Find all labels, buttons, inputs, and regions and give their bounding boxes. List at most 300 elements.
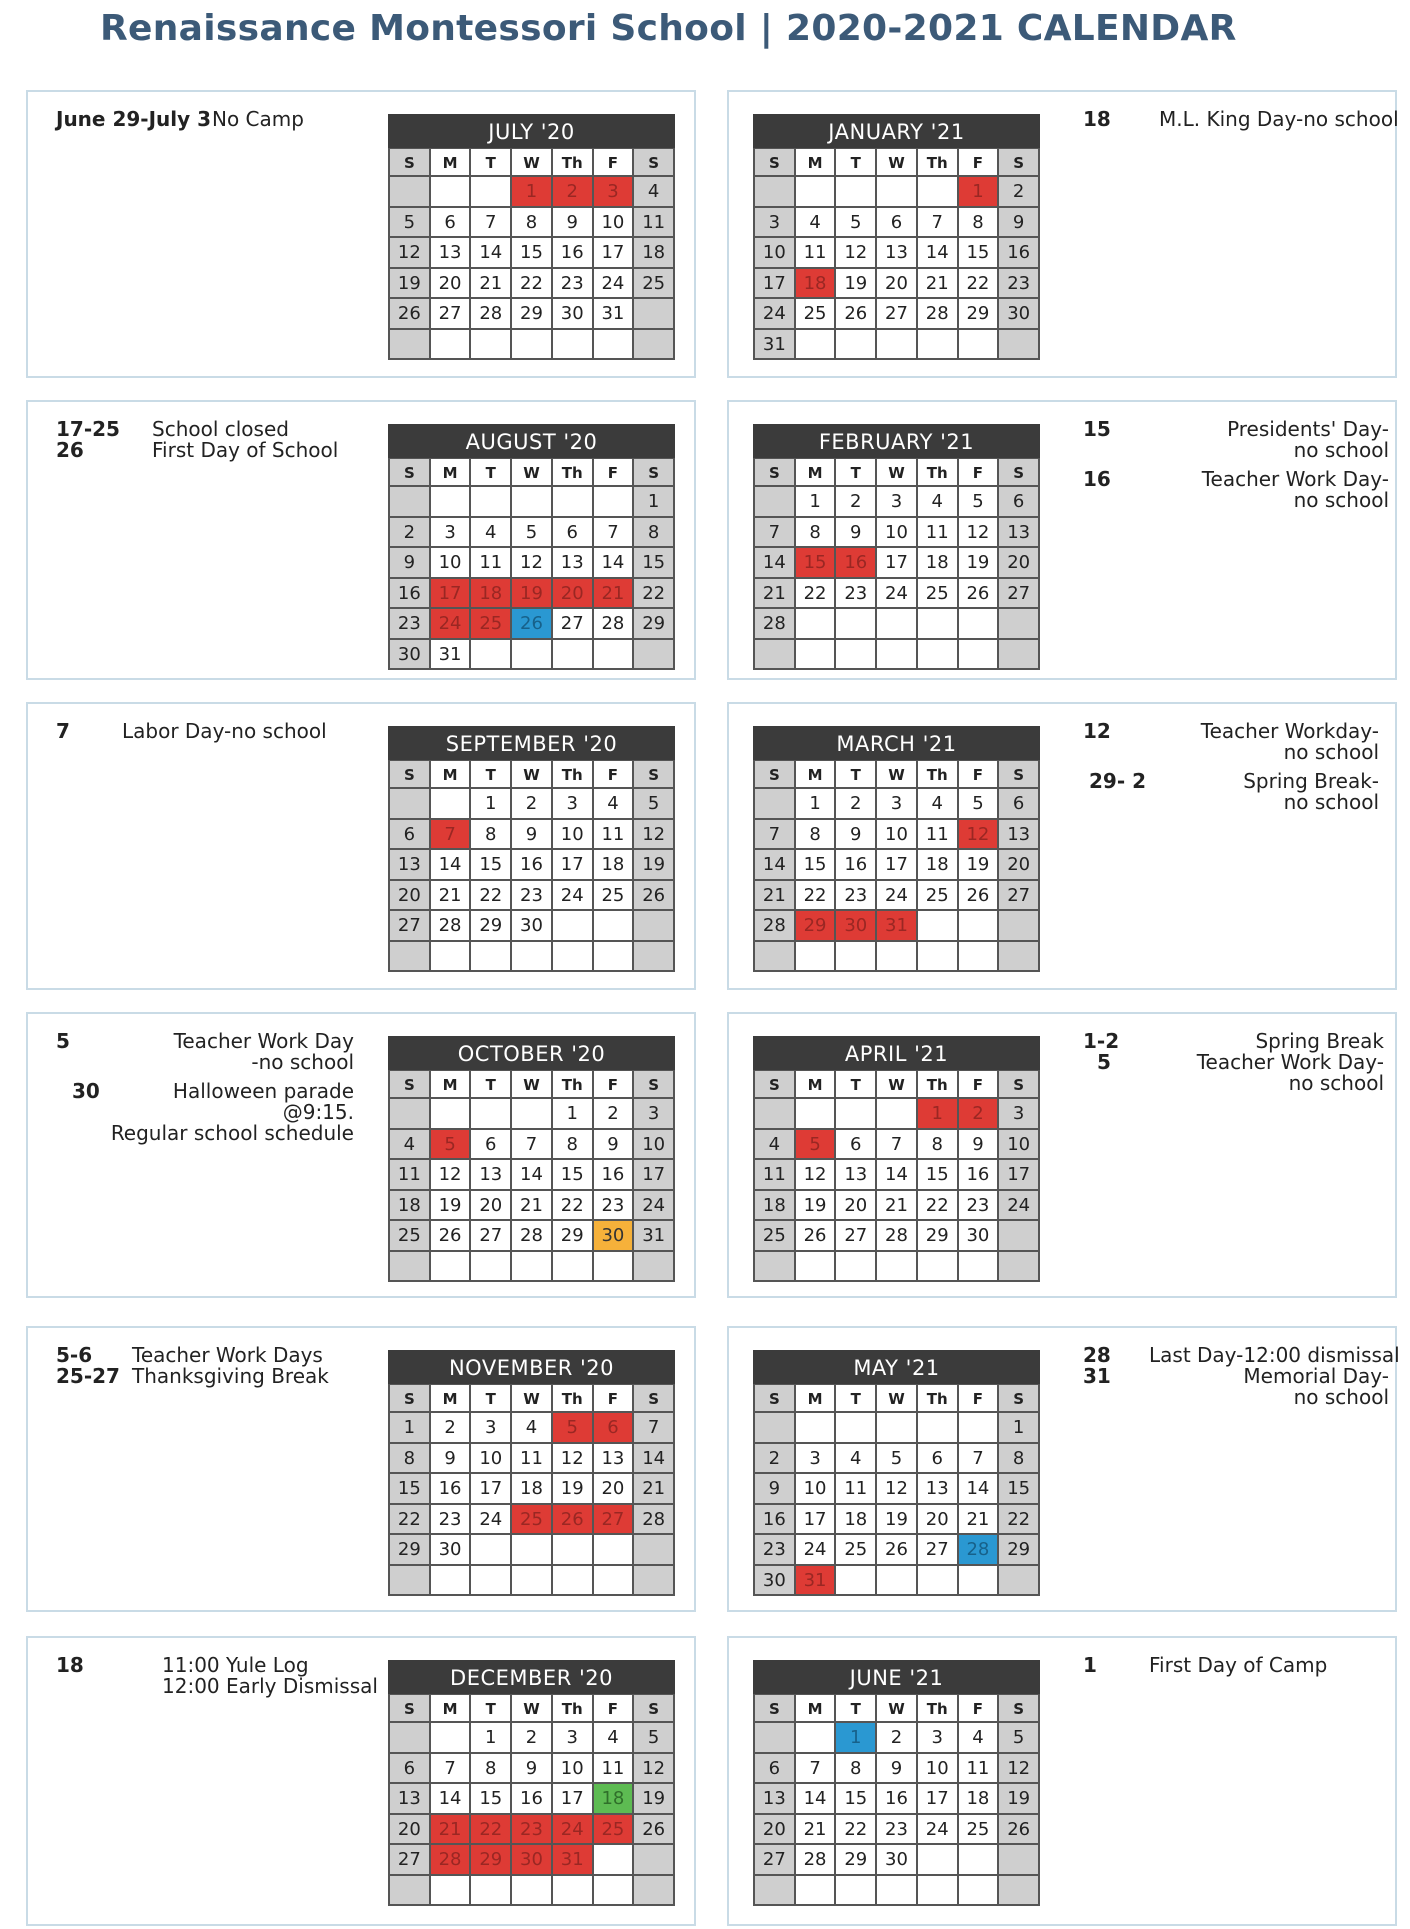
day-cell: 7 [755,820,796,851]
empty-cell [512,1535,553,1566]
month-calendar [753,114,1040,360]
day-cell: 13 [999,518,1040,549]
event-description: Last Day-12:00 dismissal [1149,1343,1400,1367]
day-cell: 4 [959,1723,1000,1754]
event-list [1069,106,1399,137]
day-cell: 10 [796,1474,837,1505]
day-cell: 30 [390,640,431,671]
day-cell: 22 [796,881,837,912]
day-cell: 19 [999,1784,1040,1815]
empty-cell [796,1252,837,1283]
day-cell: 2 [999,177,1040,208]
weekday-header: S [634,1385,675,1413]
day-cell: 4 [594,1723,635,1754]
empty-cell [471,1876,512,1907]
day-cell: 14 [877,1160,918,1191]
day-cell: 6 [877,208,918,239]
day-cell: 11 [594,820,635,851]
day-cell: 14 [594,548,635,579]
empty-cell [512,1876,553,1907]
day-cell: 3 [594,177,635,208]
empty-cell [471,330,512,361]
empty-cell [634,1876,675,1907]
empty-cell [959,609,1000,640]
day-cell: 20 [918,1505,959,1536]
day-cell: 12 [796,1160,837,1191]
weekday-header: S [755,1385,796,1413]
day-cell: 7 [634,1413,675,1444]
event-description: no school [1283,740,1379,764]
day-cell: 1 [918,1099,959,1130]
day-cell: 14 [755,548,796,579]
event-description: Teacher Work Days [132,1343,323,1367]
day-cell: 19 [512,579,553,610]
day-cell: 5 [959,789,1000,820]
month-grid [753,760,1040,972]
weekday-header: S [634,761,675,789]
day-cell: 20 [594,1474,635,1505]
event-list [42,416,372,468]
day-cell: 23 [594,1191,635,1222]
day-cell: 26 [836,299,877,330]
empty-cell [836,1099,877,1130]
day-cell: 11 [836,1474,877,1505]
event-list [42,1652,378,1712]
day-cell: 21 [634,1474,675,1505]
event-description: Regular school schedule [110,1121,354,1145]
day-cell: 7 [796,1754,837,1785]
day-cell: 25 [959,1815,1000,1846]
day-cell: 30 [553,299,594,330]
day-cell: 16 [594,1160,635,1191]
event-description: School closed [152,417,289,441]
day-cell: 23 [553,269,594,300]
day-cell: 6 [999,789,1040,820]
empty-cell [390,1099,431,1130]
event-description: no school [1283,790,1379,814]
empty-cell [918,640,959,671]
weekday-header: F [594,1385,635,1413]
day-cell: 13 [877,238,918,269]
day-cell: 6 [755,1754,796,1785]
day-cell: 21 [431,881,472,912]
day-cell: 20 [431,269,472,300]
event-description: Teacher Work Day- [1196,1050,1384,1074]
empty-cell [999,942,1040,973]
empty-cell [431,1723,472,1754]
day-cell: 6 [390,820,431,851]
weekday-header: W [877,459,918,487]
event-date: 26 [56,438,84,462]
empty-cell [755,789,796,820]
day-cell: 12 [512,548,553,579]
weekday-header: S [755,1695,796,1723]
weekday-header: Th [553,761,594,789]
empty-cell [918,1252,959,1283]
day-cell: 22 [512,269,553,300]
day-cell: 28 [796,1845,837,1876]
day-cell: 23 [390,609,431,640]
event-date: 17-25 [56,417,120,441]
day-cell: 3 [918,1723,959,1754]
day-cell: 23 [755,1535,796,1566]
empty-cell [594,1876,635,1907]
weekday-header: S [999,459,1040,487]
event-description: Labor Day-no school [122,719,327,743]
empty-cell [431,330,472,361]
empty-cell [755,1723,796,1754]
day-cell: 11 [796,238,837,269]
weekday-header: S [999,149,1040,177]
day-cell: 13 [755,1784,796,1815]
day-cell: 20 [553,579,594,610]
event-list [1069,718,1389,828]
day-cell: 2 [512,789,553,820]
empty-cell [471,1099,512,1130]
event-description: Thanksgiving Break [132,1364,329,1388]
day-cell: 6 [471,1130,512,1161]
empty-cell [390,1876,431,1907]
day-cell: 11 [471,548,512,579]
day-cell: 11 [755,1160,796,1191]
day-cell: 30 [755,1566,796,1597]
day-cell: 23 [512,881,553,912]
day-cell: 22 [390,1505,431,1536]
day-cell: 19 [431,1191,472,1222]
day-cell: 16 [390,579,431,610]
weekday-header: F [959,1071,1000,1099]
day-cell: 30 [959,1221,1000,1252]
month-panel-october-20 [26,1012,696,1298]
day-cell: 24 [999,1191,1040,1222]
weekday-header: F [959,459,1000,487]
day-cell: 7 [471,208,512,239]
weekday-header: T [471,761,512,789]
day-cell: 21 [755,881,796,912]
day-cell: 3 [553,789,594,820]
day-cell: 12 [999,1754,1040,1785]
empty-cell [877,1099,918,1130]
empty-cell [634,299,675,330]
day-cell: 28 [634,1505,675,1536]
empty-cell [999,609,1040,640]
empty-cell [594,640,635,671]
event-description: no school [1293,438,1389,462]
day-cell: 16 [836,548,877,579]
day-cell: 9 [877,1754,918,1785]
day-cell: 17 [918,1784,959,1815]
day-cell: 25 [796,299,837,330]
day-cell: 9 [390,548,431,579]
day-cell: 5 [553,1413,594,1444]
day-cell: 31 [594,299,635,330]
empty-cell [796,1723,837,1754]
event-description: 12:00 Early Dismissal [162,1674,378,1698]
day-cell: 27 [999,579,1040,610]
weekday-header: Th [918,149,959,177]
day-cell: 23 [836,579,877,610]
month-panel-june-21 [727,1636,1397,1926]
weekday-header: W [877,1695,918,1723]
month-grid [753,148,1040,360]
day-cell: 17 [553,850,594,881]
day-cell: 9 [836,820,877,851]
day-cell: 4 [755,1130,796,1161]
month-grid [388,148,675,360]
weekday-header: S [390,459,431,487]
month-panel-january-21 [727,90,1397,378]
day-cell: 3 [755,208,796,239]
weekday-header: S [755,1071,796,1099]
day-cell: 31 [796,1566,837,1597]
weekday-header: S [634,1695,675,1723]
event-description: First Day of Camp [1149,1653,1328,1677]
day-cell: 25 [755,1221,796,1252]
day-cell: 28 [918,299,959,330]
day-cell: 23 [836,881,877,912]
day-cell: 24 [634,1191,675,1222]
empty-cell [512,1566,553,1597]
day-cell: 2 [431,1413,472,1444]
weekday-header: Th [553,1385,594,1413]
month-panel-august-20 [26,400,696,680]
day-cell: 24 [553,881,594,912]
empty-cell [959,1566,1000,1597]
month-calendar [753,1350,1040,1596]
weekday-header: Th [553,1071,594,1099]
empty-cell [959,330,1000,361]
event-date: 1 [1083,1653,1097,1677]
month-calendar [388,114,675,360]
month-name: JUNE '21 [753,1660,1040,1694]
day-cell: 8 [796,820,837,851]
month-calendar [753,726,1040,972]
empty-cell [431,1876,472,1907]
empty-cell [390,330,431,361]
day-cell: 28 [431,1845,472,1876]
empty-cell [755,640,796,671]
event-list [42,1342,372,1394]
day-cell: 17 [594,238,635,269]
day-cell: 26 [959,881,1000,912]
empty-cell [471,942,512,973]
empty-cell [836,1566,877,1597]
day-cell: 16 [999,238,1040,269]
empty-cell [959,911,1000,942]
empty-cell [999,1252,1040,1283]
day-cell: 25 [918,579,959,610]
day-cell: 11 [634,208,675,239]
empty-cell [634,911,675,942]
day-cell: 25 [594,1815,635,1846]
empty-cell [918,1845,959,1876]
empty-cell [431,942,472,973]
weekday-header: M [431,761,472,789]
day-cell: 16 [877,1784,918,1815]
empty-cell [594,942,635,973]
empty-cell [755,177,796,208]
event-description: -no school [251,1050,354,1074]
event-description: @9:15. [282,1100,354,1124]
weekday-header: F [594,149,635,177]
event-description: Teacher Work Day- [1201,467,1389,491]
day-cell: 6 [594,1413,635,1444]
day-cell: 21 [512,1191,553,1222]
day-cell: 13 [390,850,431,881]
weekday-header: W [877,1385,918,1413]
day-cell: 17 [431,579,472,610]
day-cell: 8 [836,1754,877,1785]
day-cell: 26 [553,1505,594,1536]
weekday-header: T [836,1695,877,1723]
event-date: 5 [56,1029,70,1053]
empty-cell [755,1252,796,1283]
weekday-header: M [796,761,837,789]
empty-cell [755,1413,796,1444]
day-cell: 8 [471,1754,512,1785]
day-cell: 11 [390,1160,431,1191]
empty-cell [553,1535,594,1566]
day-cell: 27 [918,1535,959,1566]
month-panel-december-20 [26,1636,696,1926]
day-cell: 18 [634,238,675,269]
day-cell: 2 [836,487,877,518]
day-cell: 1 [796,487,837,518]
day-cell: 26 [431,1221,472,1252]
weekday-header: W [512,459,553,487]
month-name: OCTOBER '20 [388,1036,675,1070]
empty-cell [836,640,877,671]
day-cell: 8 [553,1130,594,1161]
day-cell: 24 [877,579,918,610]
day-cell: 11 [594,1754,635,1785]
day-cell: 21 [877,1191,918,1222]
event-description: Presidents' Day- [1227,417,1389,441]
empty-cell [594,911,635,942]
day-cell: 20 [390,881,431,912]
event-list [1069,416,1389,526]
weekday-header: W [512,1385,553,1413]
day-cell: 4 [634,177,675,208]
day-cell: 17 [471,1474,512,1505]
day-cell: 2 [755,1444,796,1475]
day-cell: 22 [553,1191,594,1222]
event-date: 7 [56,719,70,743]
empty-cell [553,1566,594,1597]
day-cell: 4 [796,208,837,239]
day-cell: 12 [390,238,431,269]
day-cell: 9 [959,1130,1000,1161]
day-cell: 7 [594,518,635,549]
day-cell: 5 [796,1130,837,1161]
empty-cell [796,330,837,361]
event-description: 11:00 Yule Log [162,1653,309,1677]
day-cell: 20 [471,1191,512,1222]
empty-cell [999,1876,1040,1907]
empty-cell [959,1252,1000,1283]
month-calendar [388,1036,675,1282]
day-cell: 24 [594,269,635,300]
day-cell: 26 [634,881,675,912]
day-cell: 14 [471,238,512,269]
day-cell: 27 [390,911,431,942]
weekday-header: F [959,761,1000,789]
day-cell: 2 [877,1723,918,1754]
empty-cell [796,177,837,208]
day-cell: 3 [634,1099,675,1130]
weekday-header: S [390,1385,431,1413]
weekday-header: S [634,149,675,177]
weekday-header: S [634,459,675,487]
empty-cell [431,1252,472,1283]
day-cell: 13 [594,1444,635,1475]
day-cell: 5 [959,487,1000,518]
weekday-header: W [877,761,918,789]
event-description: no school [1293,1385,1389,1409]
month-panel-april-21 [727,1012,1397,1298]
day-cell: 5 [390,208,431,239]
day-cell: 14 [512,1160,553,1191]
weekday-header: M [796,1695,837,1723]
weekday-header: F [594,1695,635,1723]
day-cell: 17 [796,1505,837,1536]
event-date: 12 [1083,719,1111,743]
empty-cell [796,1099,837,1130]
day-cell: 6 [836,1130,877,1161]
day-cell: 4 [512,1413,553,1444]
day-cell: 10 [877,820,918,851]
weekday-header: S [999,1071,1040,1099]
month-grid [388,1384,675,1596]
month-calendar [388,726,675,972]
empty-cell [512,1252,553,1283]
weekday-header: S [390,761,431,789]
day-cell: 9 [512,820,553,851]
event-date: 29- 2 [1089,769,1147,793]
day-cell: 16 [553,238,594,269]
day-cell: 10 [594,208,635,239]
day-cell: 5 [999,1723,1040,1754]
day-cell: 20 [877,269,918,300]
day-cell: 6 [918,1444,959,1475]
day-cell: 27 [390,1845,431,1876]
month-name: DECEMBER '20 [388,1660,675,1694]
day-cell: 12 [553,1444,594,1475]
day-cell: 28 [959,1535,1000,1566]
weekday-header: T [471,1695,512,1723]
empty-cell [471,1252,512,1283]
month-calendar [753,1660,1040,1906]
day-cell: 11 [959,1754,1000,1785]
day-cell: 2 [512,1723,553,1754]
day-cell: 4 [471,518,512,549]
weekday-header: M [431,1385,472,1413]
event-description: Teacher Workday- [1200,719,1379,743]
weekday-header: Th [553,459,594,487]
weekday-header: S [634,1071,675,1099]
empty-cell [390,177,431,208]
empty-cell [836,1876,877,1907]
event-description: no school [1288,1071,1384,1095]
weekday-header: S [999,1695,1040,1723]
day-cell: 4 [594,789,635,820]
day-cell: 27 [836,1221,877,1252]
event-date: 5-6 [56,1343,93,1367]
weekday-header: T [471,149,512,177]
day-cell: 28 [755,911,796,942]
event-date: 18 [56,1653,84,1677]
weekday-header: M [796,1071,837,1099]
